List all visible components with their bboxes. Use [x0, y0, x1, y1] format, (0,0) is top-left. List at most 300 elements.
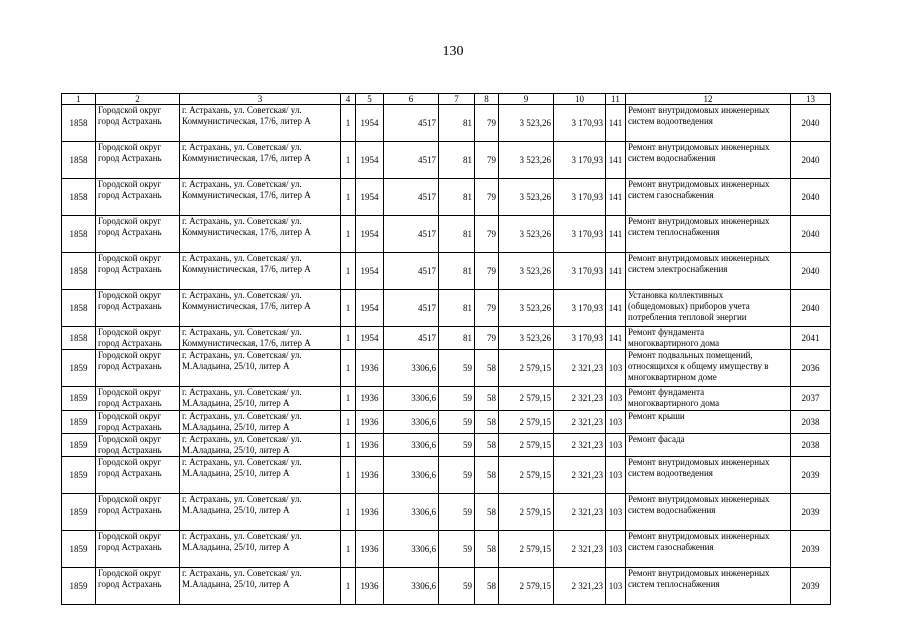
work-type-cell [626, 105, 791, 142]
planned-year-cell: 2039 [791, 457, 831, 494]
municipality-cell [96, 531, 180, 568]
address-line: М.Аладьина, 25/10, литер А [182, 579, 290, 589]
table-row [62, 216, 831, 253]
address-line: г. Астрахань, ул. Советская/ ул. [182, 494, 302, 504]
col8-cell: 79 [475, 142, 499, 179]
planned-year-cell: 2039 [791, 494, 831, 531]
building-number-cell: 1858 [62, 216, 96, 253]
total-area-cell: 3306,6 [384, 411, 439, 434]
address-line: г. Астрахань, ул. Советская/ ул. [182, 179, 302, 189]
work-type-line: Ремонт внутридомовых инженерных [628, 216, 770, 226]
year-built-cell: 1936 [356, 531, 384, 568]
year-built-cell: 1936 [356, 387, 384, 411]
col7-cell: 59 [439, 457, 475, 494]
col10-cell: 2 321,23 [554, 434, 606, 457]
building-number-cell: 1859 [62, 568, 96, 605]
col7-cell: 59 [439, 411, 475, 434]
total-area-cell: 3306,6 [384, 531, 439, 568]
col9-cell: 2 579,15 [499, 411, 554, 434]
work-type-line: Ремонт внутридомовых инженерных [628, 568, 770, 578]
municipality-line: город Астрахань [98, 468, 162, 478]
planned-year-cell: 2040 [791, 142, 831, 179]
work-type-line: систем водоснабжения [628, 153, 716, 163]
table-row [62, 142, 831, 179]
planned-year-cell: 2037 [791, 387, 831, 411]
col8-cell: 58 [475, 434, 499, 457]
col8-cell: 58 [475, 457, 499, 494]
col9-cell: 2 579,15 [499, 434, 554, 457]
column-number-header: 2 [96, 94, 180, 105]
municipality-cell [96, 290, 180, 327]
col11-cell: 103 [606, 457, 626, 494]
municipality-cell [96, 494, 180, 531]
col8-cell: 79 [475, 327, 499, 350]
total-area-cell: 4517 [384, 327, 439, 350]
address-cell [180, 457, 341, 494]
col9-cell: 2 579,15 [499, 350, 554, 387]
year-built-cell: 1936 [356, 568, 384, 605]
municipality-line: Городской округ [98, 457, 162, 467]
address-line: Коммунистическая, 17/6, литер А [182, 153, 311, 163]
municipality-cell [96, 568, 180, 605]
column-number-row [62, 94, 831, 105]
municipality-cell [96, 105, 180, 142]
address-line: г. Астрахань, ул. Советская/ ул. [182, 434, 302, 444]
address-line: М.Аладьина, 25/10, литер А [182, 468, 290, 478]
column-number-header: 1 [62, 94, 96, 105]
col11-cell: 103 [606, 411, 626, 434]
col9-cell: 3 523,26 [499, 253, 554, 290]
address-cell [180, 531, 341, 568]
col8-cell: 58 [475, 568, 499, 605]
municipality-cell [96, 411, 180, 434]
municipality-cell [96, 327, 180, 350]
address-line: г. Астрахань, ул. Советская/ ул. [182, 327, 302, 337]
address-line: Коммунистическая, 17/6, литер А [182, 116, 311, 126]
municipality-cell [96, 253, 180, 290]
work-type-line: Ремонт внутридомовых инженерных [628, 457, 770, 467]
address-line: г. Астрахань, ул. Советская/ ул. [182, 290, 302, 300]
column-number-header: 12 [626, 94, 791, 105]
address-cell [180, 290, 341, 327]
col7-cell: 81 [439, 327, 475, 350]
year-built-cell: 1936 [356, 350, 384, 387]
work-type-cell [626, 216, 791, 253]
col4-cell: 1 [341, 216, 356, 253]
address-line: М.Аладьина, 25/10, литер А [182, 445, 290, 455]
municipality-cell [96, 457, 180, 494]
col8-cell: 79 [475, 179, 499, 216]
municipality-line: город Астрахань [98, 542, 162, 552]
col10-cell: 2 321,23 [554, 411, 606, 434]
work-type-line: Установка коллективных [628, 290, 724, 300]
address-cell [180, 387, 341, 411]
col10-cell: 3 170,93 [554, 179, 606, 216]
building-number-cell: 1858 [62, 253, 96, 290]
col4-cell: 1 [341, 434, 356, 457]
total-area-cell: 4517 [384, 105, 439, 142]
col4-cell: 1 [341, 350, 356, 387]
address-cell [180, 434, 341, 457]
work-type-cell [626, 531, 791, 568]
col10-cell: 2 321,23 [554, 531, 606, 568]
table-row [62, 457, 831, 494]
col7-cell: 81 [439, 179, 475, 216]
municipality-line: город Астрахань [98, 190, 162, 200]
col8-cell: 58 [475, 494, 499, 531]
col4-cell: 1 [341, 387, 356, 411]
building-number-cell: 1859 [62, 494, 96, 531]
total-area-cell: 4517 [384, 290, 439, 327]
col4-cell: 1 [341, 105, 356, 142]
work-type-cell [626, 290, 791, 327]
municipality-line: город Астрахань [98, 398, 162, 408]
building-number-cell: 1858 [62, 179, 96, 216]
col4-cell: 1 [341, 411, 356, 434]
work-type-cell [626, 253, 791, 290]
col7-cell: 59 [439, 531, 475, 568]
work-type-line: многоквартирном доме [628, 372, 717, 382]
column-number-header: 10 [554, 94, 606, 105]
municipality-line: Городской округ [98, 216, 162, 226]
table-row [62, 350, 831, 387]
building-number-cell: 1859 [62, 434, 96, 457]
total-area-cell: 3306,6 [384, 387, 439, 411]
col8-cell: 58 [475, 411, 499, 434]
col4-cell: 1 [341, 327, 356, 350]
work-type-line: относящихся к общему имуществу в [628, 361, 769, 371]
work-type-line: многоквартирного дома [628, 398, 720, 408]
col4-cell: 1 [341, 290, 356, 327]
col10-cell: 3 170,93 [554, 216, 606, 253]
col10-cell: 3 170,93 [554, 142, 606, 179]
building-number-cell: 1858 [62, 327, 96, 350]
municipality-line: город Астрахань [98, 264, 162, 274]
table-row [62, 568, 831, 605]
work-type-cell [626, 387, 791, 411]
total-area-cell: 3306,6 [384, 350, 439, 387]
year-built-cell: 1954 [356, 253, 384, 290]
col4-cell: 1 [341, 494, 356, 531]
planned-year-cell: 2040 [791, 216, 831, 253]
work-type-cell [626, 494, 791, 531]
work-type-line: систем теплоснабжения [628, 579, 720, 589]
total-area-cell: 3306,6 [384, 494, 439, 531]
work-type-line: систем газоснабжения [628, 542, 714, 552]
work-type-cell [626, 327, 791, 350]
work-type-line: Ремонт внутридомовых инженерных [628, 494, 770, 504]
address-line: Коммунистическая, 17/6, литер А [182, 338, 311, 348]
planned-year-cell: 2040 [791, 105, 831, 142]
total-area-cell: 4517 [384, 216, 439, 253]
work-type-line: Ремонт внутридомовых инженерных [628, 179, 770, 189]
col7-cell: 81 [439, 253, 475, 290]
work-type-cell [626, 434, 791, 457]
work-type-line: Ремонт внутридомовых инженерных [628, 531, 770, 541]
col11-cell: 103 [606, 350, 626, 387]
year-built-cell: 1936 [356, 494, 384, 531]
year-built-cell: 1936 [356, 411, 384, 434]
municipality-line: Городской округ [98, 179, 162, 189]
municipality-line: город Астрахань [98, 445, 162, 455]
col9-cell: 2 579,15 [499, 457, 554, 494]
col11-cell: 141 [606, 290, 626, 327]
planned-year-cell: 2040 [791, 179, 831, 216]
table-row [62, 531, 831, 568]
work-type-cell [626, 411, 791, 434]
work-type-cell [626, 568, 791, 605]
year-built-cell: 1954 [356, 216, 384, 253]
municipality-line: Городской округ [98, 253, 162, 263]
municipality-line: Городской округ [98, 387, 162, 397]
repair-program-table [61, 93, 831, 605]
address-cell [180, 411, 341, 434]
col4-cell: 1 [341, 531, 356, 568]
table-row [62, 411, 831, 434]
municipality-line: Городской округ [98, 531, 162, 541]
col8-cell: 58 [475, 387, 499, 411]
year-built-cell: 1936 [356, 434, 384, 457]
col11-cell: 141 [606, 327, 626, 350]
address-cell [180, 179, 341, 216]
municipality-line: город Астрахань [98, 153, 162, 163]
col8-cell: 79 [475, 216, 499, 253]
col7-cell: 81 [439, 290, 475, 327]
col7-cell: 59 [439, 494, 475, 531]
col11-cell: 141 [606, 179, 626, 216]
col8-cell: 58 [475, 531, 499, 568]
col9-cell: 3 523,26 [499, 327, 554, 350]
work-type-cell [626, 142, 791, 179]
col11-cell: 141 [606, 142, 626, 179]
col7-cell: 81 [439, 216, 475, 253]
col8-cell: 79 [475, 253, 499, 290]
municipality-line: Городской округ [98, 350, 162, 360]
address-cell [180, 105, 341, 142]
building-number-cell: 1859 [62, 531, 96, 568]
municipality-line: город Астрахань [98, 338, 162, 348]
col10-cell: 3 170,93 [554, 253, 606, 290]
col9-cell: 3 523,26 [499, 105, 554, 142]
planned-year-cell: 2040 [791, 253, 831, 290]
col11-cell: 141 [606, 216, 626, 253]
year-built-cell: 1954 [356, 179, 384, 216]
col8-cell: 58 [475, 350, 499, 387]
address-cell [180, 216, 341, 253]
address-line: М.Аладьина, 25/10, литер А [182, 505, 290, 515]
municipality-line: Городской округ [98, 568, 162, 578]
municipality-cell [96, 434, 180, 457]
col9-cell: 3 523,26 [499, 216, 554, 253]
work-type-line: Ремонт фасада [628, 434, 685, 444]
municipality-line: Городской округ [98, 327, 162, 337]
building-number-cell: 1858 [62, 290, 96, 327]
municipality-line: Городской округ [98, 105, 162, 115]
address-line: г. Астрахань, ул. Советская/ ул. [182, 531, 302, 541]
municipality-cell [96, 142, 180, 179]
planned-year-cell: 2038 [791, 434, 831, 457]
municipality-line: город Астрахань [98, 301, 162, 311]
col10-cell: 3 170,93 [554, 105, 606, 142]
building-number-cell: 1859 [62, 457, 96, 494]
work-type-line: Ремонт подвальных помещений, [628, 350, 753, 360]
column-number-header: 3 [180, 94, 341, 105]
col4-cell: 1 [341, 142, 356, 179]
total-area-cell: 4517 [384, 142, 439, 179]
address-line: г. Астрахань, ул. Советская/ ул. [182, 411, 302, 421]
work-type-line: систем водоотведения [628, 468, 713, 478]
municipality-cell [96, 350, 180, 387]
work-type-cell [626, 179, 791, 216]
col10-cell: 2 321,23 [554, 387, 606, 411]
work-type-line: (общедомовых) приборов учета [628, 301, 750, 311]
col9-cell: 3 523,26 [499, 179, 554, 216]
column-number-header: 4 [341, 94, 356, 105]
address-line: г. Астрахань, ул. Советская/ ул. [182, 568, 302, 578]
work-type-line: Ремонт фундамента [628, 387, 705, 397]
work-type-line: систем газоснабжения [628, 190, 714, 200]
col7-cell: 59 [439, 387, 475, 411]
total-area-cell: 3306,6 [384, 457, 439, 494]
municipality-cell [96, 387, 180, 411]
col11-cell: 103 [606, 387, 626, 411]
address-line: г. Астрахань, ул. Советская/ ул. [182, 387, 302, 397]
col8-cell: 79 [475, 290, 499, 327]
work-type-line: систем теплоснабжения [628, 227, 720, 237]
column-number-header: 6 [384, 94, 439, 105]
col10-cell: 3 170,93 [554, 327, 606, 350]
address-cell [180, 327, 341, 350]
col10-cell: 2 321,23 [554, 494, 606, 531]
col7-cell: 59 [439, 568, 475, 605]
col7-cell: 81 [439, 105, 475, 142]
municipality-line: город Астрахань [98, 579, 162, 589]
planned-year-cell: 2036 [791, 350, 831, 387]
municipality-line: город Астрахань [98, 227, 162, 237]
building-number-cell: 1858 [62, 142, 96, 179]
work-type-line: потребления тепловой энергии [628, 312, 747, 322]
work-type-line: Ремонт внутридомовых инженерных [628, 105, 770, 115]
column-number-header: 9 [499, 94, 554, 105]
col7-cell: 59 [439, 350, 475, 387]
planned-year-cell: 2041 [791, 327, 831, 350]
address-line: Коммунистическая, 17/6, литер А [182, 227, 311, 237]
municipality-cell [96, 179, 180, 216]
col11-cell: 103 [606, 568, 626, 605]
address-line: М.Аладьина, 25/10, литер А [182, 542, 290, 552]
col4-cell: 1 [341, 568, 356, 605]
address-line: г. Астрахань, ул. Советская/ ул. [182, 142, 302, 152]
year-built-cell: 1954 [356, 290, 384, 327]
address-line: г. Астрахань, ул. Советская/ ул. [182, 216, 302, 226]
building-number-cell: 1859 [62, 411, 96, 434]
year-built-cell: 1954 [356, 105, 384, 142]
total-area-cell: 3306,6 [384, 568, 439, 605]
work-type-line: Ремонт фундамента [628, 327, 705, 337]
address-line: М.Аладьина, 25/10, литер А [182, 422, 290, 432]
table-row [62, 387, 831, 411]
table-row [62, 253, 831, 290]
building-number-cell: 1858 [62, 105, 96, 142]
total-area-cell: 4517 [384, 179, 439, 216]
table-row [62, 105, 831, 142]
planned-year-cell: 2038 [791, 411, 831, 434]
col9-cell: 2 579,15 [499, 531, 554, 568]
address-cell [180, 142, 341, 179]
municipality-line: Городской округ [98, 290, 162, 300]
work-type-line: многоквартирного дома [628, 338, 720, 348]
municipality-line: город Астрахань [98, 361, 162, 371]
address-cell [180, 494, 341, 531]
work-type-line: Ремонт внутридомовых инженерных [628, 253, 770, 263]
address-line: М.Аладьина, 25/10, литер А [182, 398, 290, 408]
col9-cell: 2 579,15 [499, 387, 554, 411]
address-cell [180, 350, 341, 387]
total-area-cell: 4517 [384, 253, 439, 290]
table-row [62, 434, 831, 457]
address-cell [180, 253, 341, 290]
col10-cell: 2 321,23 [554, 350, 606, 387]
year-built-cell: 1954 [356, 327, 384, 350]
col7-cell: 81 [439, 142, 475, 179]
table-row [62, 327, 831, 350]
address-line: Коммунистическая, 17/6, литер А [182, 264, 311, 274]
col10-cell: 2 321,23 [554, 568, 606, 605]
column-number-header: 7 [439, 94, 475, 105]
table-row [62, 179, 831, 216]
year-built-cell: 1936 [356, 457, 384, 494]
municipality-line: Городской округ [98, 434, 162, 444]
municipality-line: Городской округ [98, 411, 162, 421]
address-line: г. Астрахань, ул. Советская/ ул. [182, 350, 302, 360]
col4-cell: 1 [341, 253, 356, 290]
municipality-line: город Астрахань [98, 116, 162, 126]
col8-cell: 79 [475, 105, 499, 142]
col4-cell: 1 [341, 179, 356, 216]
column-number-header: 13 [791, 94, 831, 105]
table-row [62, 494, 831, 531]
total-area-cell: 3306,6 [384, 434, 439, 457]
column-number-header: 5 [356, 94, 384, 105]
col9-cell: 3 523,26 [499, 290, 554, 327]
work-type-line: систем водоснабжения [628, 505, 716, 515]
work-type-cell [626, 457, 791, 494]
page-number: 130 [442, 44, 464, 59]
address-line: г. Астрахань, ул. Советская/ ул. [182, 253, 302, 263]
col9-cell: 2 579,15 [499, 494, 554, 531]
work-type-line: Ремонт внутридомовых инженерных [628, 142, 770, 152]
municipality-cell [96, 216, 180, 253]
col4-cell: 1 [341, 457, 356, 494]
planned-year-cell: 2039 [791, 568, 831, 605]
building-number-cell: 1859 [62, 387, 96, 411]
column-number-header: 11 [606, 94, 626, 105]
municipality-line: город Астрахань [98, 422, 162, 432]
municipality-line: Городской округ [98, 494, 162, 504]
col9-cell: 2 579,15 [499, 568, 554, 605]
municipality-line: Городской округ [98, 142, 162, 152]
address-line: г. Астрахань, ул. Советская/ ул. [182, 105, 302, 115]
work-type-line: Ремонт крыши [628, 411, 685, 421]
col11-cell: 141 [606, 105, 626, 142]
col9-cell: 3 523,26 [499, 142, 554, 179]
address-cell [180, 568, 341, 605]
col10-cell: 3 170,93 [554, 290, 606, 327]
col11-cell: 141 [606, 253, 626, 290]
col10-cell: 2 321,23 [554, 457, 606, 494]
work-type-line: систем электроснабжения [628, 264, 728, 274]
work-type-cell [626, 350, 791, 387]
